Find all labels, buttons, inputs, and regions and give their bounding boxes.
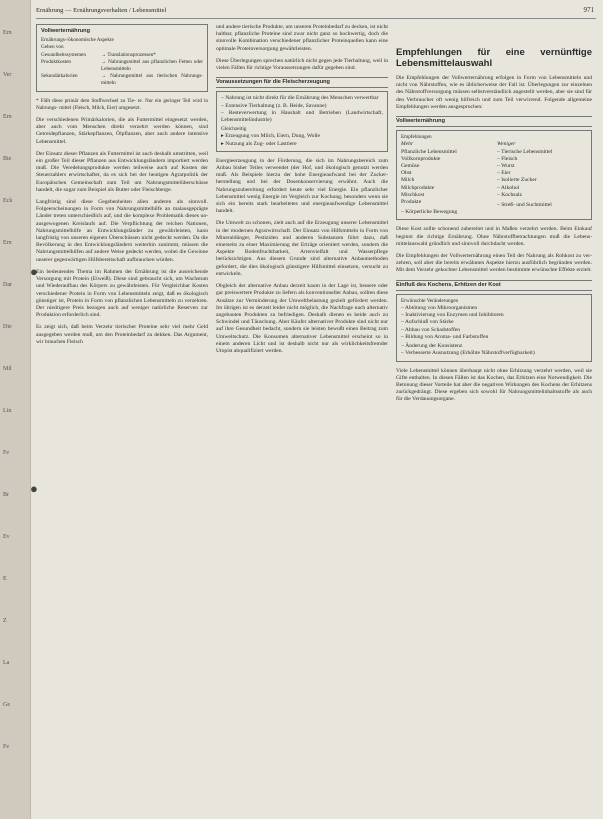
paragraph: Der Einsatz dieser Pflanzen als Futtermittel ist auch deshalb umstritten, weil ein großer Teil dieser Pflanzen aus Entwicklungsländern importiert werden muß. Die Veredelungsprodukte werden teilweise auch auf Kosten der Steuerzahlers erwirtschaftet, da es sich bei der heutigen Agrarpolitik der Europäischen Gemeinschaft zum Teil um Nahrungsmittelüberschüsse handelt, die sogar zum Beispiel als Butter oder Fleischberge. bbox=[36, 150, 208, 193]
condition-sublist bbox=[221, 133, 383, 147]
recommendation-columns bbox=[401, 141, 587, 216]
more-label: Mehr bbox=[401, 141, 414, 148]
section-heading: Empfehlungen für eine vernünftige Lebensmittelauswahl bbox=[396, 47, 592, 69]
less-list bbox=[497, 149, 587, 199]
paragraph: und andere tierische Produkte, um unseren Proteinbedarf zu decken, ist nicht haltbar, pflanzliche Proteine sind zwar nicht ganz so hochwertig, doch die sinnvolle Kombination verschiedener pflanzlicher Proteinquellen kann eine optimale Proteinversorgung gewährleisten. bbox=[216, 24, 388, 52]
box-row bbox=[41, 52, 203, 59]
less-column bbox=[497, 141, 587, 216]
column-3 bbox=[396, 48, 592, 409]
list-item: – Aufschluß von Stärke bbox=[401, 319, 454, 326]
page-number: 971 bbox=[583, 6, 594, 14]
list-item: – Verbesserte Ausnutzung (Erhöhte Nährstoffverfügbarkeit) bbox=[401, 350, 535, 357]
list-item: Obst bbox=[401, 170, 412, 177]
gutter-fragment: Ev bbox=[3, 534, 10, 540]
less-label: Weniger bbox=[497, 141, 516, 148]
list-item: – Tierische Lebensmittel bbox=[497, 148, 553, 155]
paragraph: Ein bedeutendes Thema im Rahmen der Ernährung ist die ausreichende Versorgung mit Protein (Eiweiß). Diese sind gebraucht sich, um Wachstum und Wiederaufbau des Körpers zu gewährleisten. Für Vergleichbar Kosten verschiedener Protein in Form von Lebensmitteln zeigt, daß es ökologisch günstiger ist, Protein in Form von pflanzlichen Lebensmitteln zu verzehren. Der niedrigere Preis bezogen auch auf weniger natürliche Reserven zur Produktion erforderlich sind. bbox=[36, 268, 208, 319]
list-item: – Resteverwertung in Haushalt und Betrieben (Landwirtschaft, Lebensmittelindustrie) bbox=[221, 109, 383, 124]
condition-list bbox=[221, 95, 383, 124]
cooking-effects-list bbox=[401, 305, 587, 341]
box-subtitle: Gleichzeitig bbox=[221, 126, 247, 133]
fleisch-conditions-box bbox=[216, 91, 388, 151]
gutter-fragment: Dar bbox=[3, 282, 12, 288]
cooking-box bbox=[396, 294, 592, 362]
paragraph: Viele Lebensmittel können überhaupt nicht ohne Erhitzung verzehrt werden, weil sie Gifte enthalten. In diesen Fällen ist das Kochen, das Erhitzen eine Notwendigkeit. Die Betonung dieser Vorteile hat aber die negativen Wirkungen des Kochens der Erhitzens zurückgedrängt. Diese ergeben sich sowohl für Nahrungsmittelinhaltsstoffe als auch für die Verdauungsorgane. bbox=[396, 367, 592, 403]
box-row bbox=[41, 59, 203, 73]
list-item: – Bildung von Aroma- und Farbstoffen bbox=[401, 333, 489, 340]
fleisch-box-title: Voraussetzungen für die Fleischerzeugung bbox=[216, 77, 388, 88]
list-item: – Fleisch bbox=[497, 155, 518, 162]
gutter-fragment: Fe bbox=[3, 744, 9, 750]
less-extra: – Streß- und Suchtmittel bbox=[497, 202, 552, 209]
cooking-effects-list-2 bbox=[401, 343, 587, 357]
box-subtitle: Erwünschte Veränderungen bbox=[401, 297, 459, 304]
list-item: Produkte bbox=[401, 199, 422, 206]
list-item: Vollkornprodukte bbox=[401, 155, 441, 162]
list-item: Mischkost bbox=[401, 191, 425, 198]
list-item: – Extensive Tierhaltung (z. B. Heide, Savanne) bbox=[221, 102, 327, 109]
paragraph: Die verschiedenen Primärkalorien, die als Futtermittel eingesetzt werden, aber auch vom Menschen direkt verzehrt werden können, sind Getreidepflanzen, Stärkepflanzen, Ölpflanzen, aber auch andere intensive Lebensmittel. bbox=[36, 117, 208, 145]
list-item: – Abbau von Schadstoffen bbox=[401, 326, 461, 333]
gutter-fragment: Ver bbox=[3, 72, 12, 78]
list-item: ▸ Nutzung als Zug- oder Lasttiere bbox=[221, 140, 297, 147]
more-column bbox=[401, 141, 491, 216]
box-subtitle: Gehen von bbox=[41, 44, 64, 51]
row-value: → Nahrungsmittel aus tierischen Nahrungsmitteln bbox=[101, 73, 203, 87]
box-title: Vollwerternährung bbox=[41, 28, 91, 34]
gutter-fragment: E bbox=[3, 576, 7, 582]
paragraph: Es zeigt sich, daß beim Verzehr tierischer Proteine sehr viel mehr Geld ausgegeben werden muß, um den Proteinbedarf zu dekken. Das Argument, wir brauchen Fleisch bbox=[36, 324, 208, 345]
gutter-fragment: Eck bbox=[3, 198, 13, 204]
margin-bullet-icon: ● bbox=[30, 264, 38, 279]
previous-page-edge bbox=[0, 0, 31, 819]
row-key: Produktkosten bbox=[41, 58, 71, 65]
list-item: – Kochsalz bbox=[497, 191, 523, 198]
list-item: Gemüse bbox=[401, 163, 420, 170]
cooking-box-title: Einfluß des Kochens, Erhitzen der Kost bbox=[396, 280, 592, 291]
column-1 bbox=[36, 24, 208, 351]
gutter-fragment: Ern bbox=[3, 30, 12, 36]
list-item: – Alkohol bbox=[497, 184, 520, 191]
column-2 bbox=[216, 24, 388, 360]
list-item: – Eier bbox=[497, 170, 511, 177]
list-item: – Abtötung von Mikroorganismen bbox=[401, 305, 478, 312]
gutter-fragment: Ern bbox=[3, 114, 12, 120]
vollwert-aspects-box bbox=[36, 24, 208, 92]
row-value: → Translationsprozessen* bbox=[101, 51, 156, 58]
gutter-fragment: Mil bbox=[3, 366, 12, 372]
paragraph: Obgleich der alternative Anbau derzeit kaum in der Lage ist, bessere oder gar preiswertere Produkte zu liefern als konventioneller Anbau, sollten diese Ansätze zur Verminderung der Umweltbelastung gezielt gefördert werden. Im übrigen ist es derzeit leider nicht möglich, die Nachfrage nach alternativ angebauten Produkten zu befriedigen. Deshalb dienen es beide auch zu Schwindel und Täuschung. Aber Käufer alternativer Produkte sind nicht nur auf ihre Gesundheit bedacht, sondern sie leisten bewußt einen Beitrag zum Umweltschutz. Die Konsumen alternativer Lebensmittel erscheint so in einem anderen Licht und ist deshalb nicht nur als wirklichkeitsfremder Utopist abqualifiziert werden. bbox=[216, 283, 388, 354]
gutter-fragment: La bbox=[3, 660, 10, 666]
gutter-fragment: Die bbox=[3, 324, 12, 330]
recommendation-box bbox=[396, 130, 592, 220]
box-intro: Ernährungs-/ökonomische Aspekte bbox=[41, 37, 114, 44]
gutter-fragment: Bie bbox=[3, 156, 12, 162]
gutter-fragment: Z bbox=[3, 618, 7, 624]
running-header bbox=[36, 6, 596, 19]
paragraph: Langfristig sind diese Gegebenheiten allen anderen als sinnvoll. Folgeerscheinungen in Form von Nahrungsmittelhilfe an malausgeprägte Länder treten unterschiedlich auf, und die komplexe Problematik dieses unausgewogenen Kreislaufs auf. Die Verpflichtung der reichen Nationen, Nahrungsmittelhilfe an Entwicklungsländer zu gewährleisten, kann langfristig von unseren eigenen Überschüssen nicht gedeckt werden. Da die Bevölkerung in den Entwicklungsländern weiterhin zunimmt, müssen die Nahrungsmittelhilfen auf andere Weise gedeckt werden, wobei die Gewinne unserer gegenwärtigen Hilfsbereitschaft aufbrauchen würden. bbox=[36, 199, 208, 263]
list-item: – Inaktivierung von Enzymen und Inhibitoren bbox=[401, 312, 504, 319]
gutter-fragment: Ern bbox=[3, 240, 12, 246]
more-list bbox=[401, 149, 491, 207]
list-item: Milchprodukte bbox=[401, 184, 435, 191]
list-item: – Änderung der Konsistenz bbox=[401, 343, 463, 350]
box-subtitle: Empfehlungen bbox=[401, 134, 432, 141]
paragraph: Diese Überlegungen sprechen natürlich nicht gegen jede Tierhaltung, weil in vielen Fällen für richtige Voraussetzungen dafür gegeben sind. bbox=[216, 57, 388, 72]
gutter-fragment: Lin bbox=[3, 408, 12, 414]
list-item: – Wurst bbox=[497, 163, 515, 170]
row-key: Gesundheitssystemen bbox=[41, 51, 86, 58]
gutter-fragment: Fe bbox=[3, 450, 9, 456]
recommendation-box-title: Vollwerternährung bbox=[396, 116, 592, 127]
paragraph: Energieerzeugung in der Förderung, die sich im Nahrungsbereich zum Anbau bisher Teiles verwendet (der Hof, und ökologisch genutzt werden muß. Als Beispiele hierzu der hohe Energieaufwand bei der Zuckerherstellung und bei der Dosenkonservierung erwähnt. Auch die Nahrungszubereitung erfordert heute sehr viel Energie. Ein pflanzlicher Lebensmittel wenig Energie im Vergleich zur Kochung, besonders wenn sie sich ein bereits stark bearbeitetes und energieaufwendige Lebensmittel handelt. bbox=[216, 157, 388, 215]
list-item: Pflanzliche Lebensmittel bbox=[401, 148, 457, 155]
row-key: Sekundärkalorien bbox=[41, 73, 78, 80]
row-value: → Nahrungsmittel aus pflanzlichen Fetten oder Lebensmitteln bbox=[101, 58, 203, 73]
margin-bullet-icon: ● bbox=[30, 481, 38, 496]
gutter-fragment: Br bbox=[3, 492, 9, 498]
list-item: Milch bbox=[401, 177, 415, 184]
paragraph: Die Umwelt zu schonen, zielt auch auf die Erzeugung unserer Lebensmittel in der modernen Agrarwirtschaft. Der Einsatz von Hilfsmitteln in Form von Mineraldünger, Pestiziden und anderen Substanzen führt dazu, daß einerseits zu einer Maximierung der Erträge orientiert werden, sondern die Aspekte Bodenfruchtbarkeit, Artenvielfalt und Wasserpflege berücksichtigen. Aus diesem Grunde sind alternative Anbaumethoden gefordert, die dies ökologisch günstigere Hilfsmittel einsetzen, versucht zu entwickeln. bbox=[216, 220, 388, 277]
paragraph: Die Empfehlungen der Vollwerternährung einen Teil der Nahrung als Rohkost zu verzehren, soll aber die bereits erwähnten Aspekte hierzu ausführlich begründen werden. Mit dem Verzehr gekochter Lebensmittel werden bestimmte erwünschte Effekte erzielt. bbox=[396, 253, 592, 274]
list-item: – Nahrung ist nicht direkt für die Ernährung des Menschen verwertbar bbox=[221, 95, 379, 102]
header-title: Ernährung — Ernährungsverhalten / Lebensmittel bbox=[36, 7, 167, 14]
gutter-fragment: Ge bbox=[3, 702, 10, 708]
box-rows bbox=[41, 52, 203, 88]
more-extra: – Körperliche Bewegung bbox=[401, 209, 458, 216]
box-footnote: * Fällt diese primär dem Stoffwechsel zu Tie- re. Nur ein geringer Teil wird in Nahrungs- mittel (Fleisch, Milch, Eier) umgesetzt. bbox=[36, 97, 208, 111]
paragraph: Diese Kost sollte schonend zubereitet und in Maßen verzehrt werden. Beim Einkauf beginnt die richtige Ernährung. Ohne Nährstoffbetrachtungen muß die Lebensmittelauswahl gründlich und sinnvoll durchdacht werden. bbox=[396, 226, 592, 247]
box-row bbox=[41, 73, 203, 87]
list-item: – Isolierte Zucker bbox=[497, 177, 537, 184]
list-item: ▸ Erzeugung von Milch, Eiern, Dung, Wolle bbox=[221, 133, 321, 140]
paragraph: Die Empfehlungen der Vollwerternährung erfolgen in Form von Lebensmitteln und nicht von Nährstoffen, wie es üblicherweise der Fall ist. Überlegungen zur einzelnen des Nährstoffversorgung müssen selbstverständlich angestellt werden, aber sie sind für den Verbraucher oft wenig hilfreich und zum Teil verwirrend. Folgende allgemeine Empfehlungen werden ausgesprochen: bbox=[396, 75, 592, 110]
